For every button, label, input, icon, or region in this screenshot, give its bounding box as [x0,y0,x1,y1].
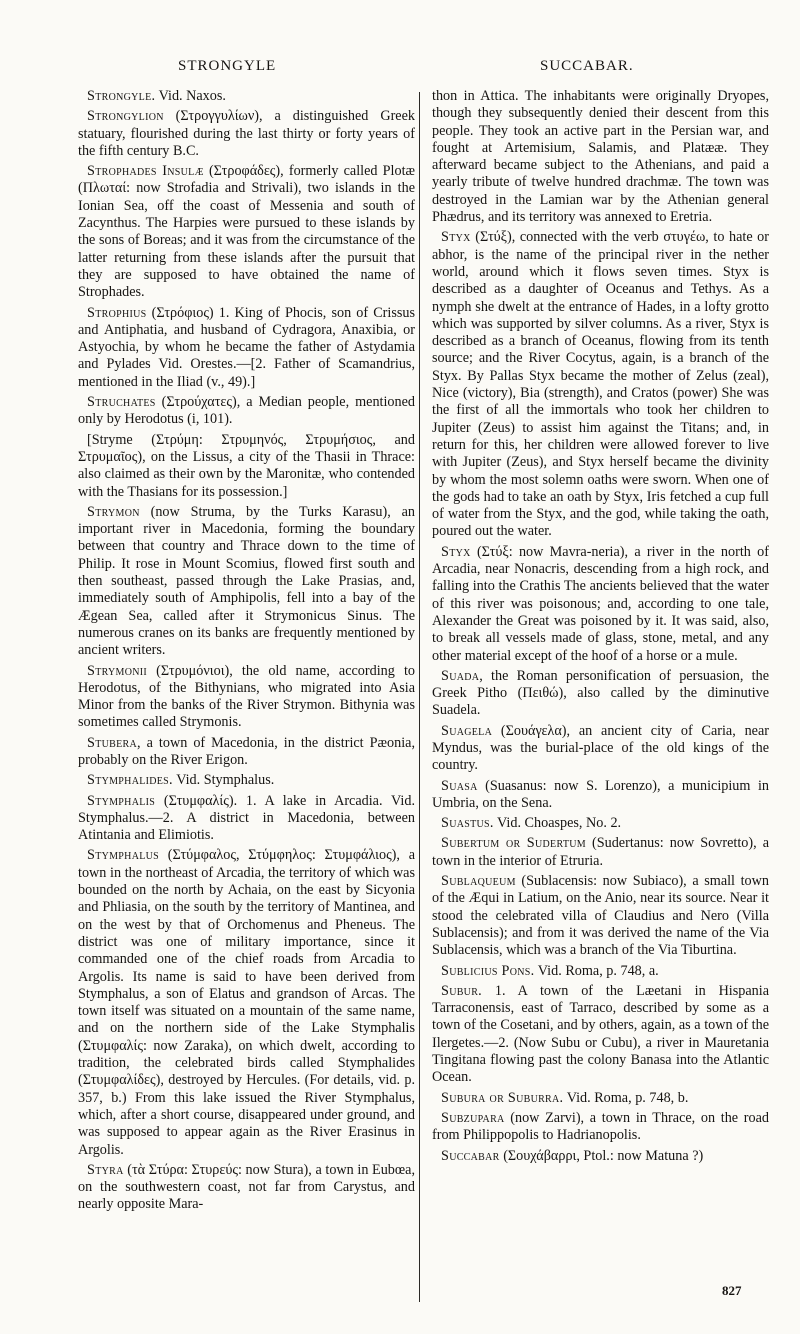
entry [432,983,769,1087]
entry [78,663,415,732]
entry [78,1162,415,1214]
entry-text: (Στρόφιος) 1. King of Phocis, son of Crissus and Antiphatia, and husband of Cydragora, Anaxibia, or Astyochia, by whom he became the father of Astydamia and Pylades Vid. Orestes.—[2. Father of Scamandrius, mentioned in the Iliad (v., 49).] [78,304,415,390]
entry-headword: Styx [441,543,471,560]
entry-headword: Strymonii [87,662,148,679]
entry-headword: Strophades Insulæ [87,163,204,180]
entry-headword: Strophius [87,304,147,321]
entry-headword: Suasa [441,777,478,794]
entry [78,432,415,501]
entry-headword: Subzupara [441,1109,505,1126]
column-divider [419,92,420,1302]
entry-text: (τὰ Στύρα: Στυρεύς: now Stura), a town in Eubœa, on the southwestern coast, not far from Carystus, and nearly opposite Mara- [78,1161,415,1213]
entry-headword: Subur. [441,982,483,999]
page-number: 827 [722,1283,742,1298]
entry [78,88,415,105]
entry-headword: Stubera [87,734,137,751]
entry-text: (Sudertanus: now Sovretto), a town in the interior of Etruria. [432,835,769,869]
entry [432,723,769,775]
entry [432,544,769,665]
entry [432,1090,769,1107]
entry-headword: Suastus. [441,815,494,832]
entry [432,1148,769,1165]
entry [78,847,415,1158]
entry-text: (Στροφάδες), formerly called Plotæ (Πλωταί: now Strofadia and Strivali), two islands in the Ionian Sea, off the coast of Messenia and south of Zacynthus. The Harpies were pursued to these islands by the sons of Boreas; and it was from the circumstance of the latter returning from these islands after the pursuit that they are supposed to have obtained the name of Strophades. [78,163,415,301]
entry-headword: Suagela [441,722,493,739]
entry-headword: Strongyle. [87,88,156,104]
running-head-left: STRONGYLE [178,58,277,74]
entry-headword: Styra [87,1161,124,1178]
entry-headword: Suada [441,667,480,684]
entry [432,1110,769,1145]
entry [78,772,415,789]
entry-headword: Sublicius Pons. [441,962,535,979]
entry-text: 1. A town of the Læetani in Hispania Tarraconensis, east of Tarraco, described by some as a town of the Cosetani, and by others, again, as a town of the Ilergetes.—2. (Now Subu or Cubu), a river in Mauretania Tingitana flowing past the colony Banasa into the Atlantic Ocean. [432,982,769,1086]
entry-text: (Στύξ), connected with the verb στυγέω, to hate or abhor, is the name of the principal river in the nether world, around which it flows seven times. Styx is described as a daughter of Oceanus and Tethys. As a nymph she dwelt at the entrance of Hades, in a lofty grotto which was supported by silver columns. As a river, Styx is described as a branch of Oceanus, flowing from its tenth source; and the River Cocytus, again, is a branch of the Styx. By Pallas Styx became the mother of Zelus (zeal), Nice (victory), Bia (strength), and Cratos (power) She was the first of all the immortals who took her children to Jupiter (Zeus) to assist him against the Titans; and, in return for this, her children were allowed forever to live with Jupiter (Zeus), and Styx herself became the divinity by whom the most solemn oaths were sworn. When one of the gods had to take an oath by Styx, Iris fetched a cup full of water from the Styx, and the god, while taking the oath, poured out the water. [432,229,769,540]
entry-text: (Στρυμόνιοι), the old name, according to Herodotus, of the Bithynians, who migrated into Asia Minor from the banks of the River Strymon. Bithynia was sometimes called Strymonis. [78,662,415,731]
entry [78,163,415,301]
entry-text: (Στυμφαλίς). 1. A lake in Arcadia. Vid. Stymphalus.—2. A district in Macedonia, between Atintania and Elimiotis. [78,792,415,844]
entry-headword: Stymphalus [87,847,160,864]
entry-headword: Styx [441,229,471,246]
entry-text: (Σουχάβαρρι, Ptol.: now Matuna ?) [499,1147,704,1164]
entry [432,778,769,813]
entry-text: [Stryme (Στρύμη: Στρυμηνός, Στρυμήσιος, and Στρυμαῖος), on the Lissus, a city of the Thasii in Thrace: also claimed as their own by the Maronitæ, who contended with the Thasians for its possession.] [78,431,415,500]
entry [432,815,769,832]
entry-text: (Στύμφαλος, Στύμφηλος: Στυμφάλιος), a town in the northeast of Arcadia, the territory of which was bounded on the north by Achaia, on the east by Sicyonia and Phliasia, on the south by the territory of Mantinea, and on the west by that of Orchomenus and Pheneus. The district was one of military importance, since it commanded one of the chief roads from Arcadia to Argolis. Its name is said to have been derived from Stymphalus, a son of Elatus and grandson of Arcas. The town itself was situated on a mountain of the same name, and on the northern side of the Lake Stymphalis (Στυμφαλίς: now Zaraka), on which dwelt, according to tradition, the celebrated birds called Stymphalides (Στυμφαλίδες), destroyed by Hercules. (For details, vid. p. 357, b.) From this lake issued the River Stymphalus, which, after a short course, disappeared under ground, and was supposed to appear again as the River Erasinus in Argolis. [78,847,415,1158]
entry-headword: Stymphalis [87,792,156,809]
entry-text: , a town of Macedonia, in the district Pæonia, probably on the River Erigon. [78,734,415,768]
entry-text: (Σουάγελα), an ancient city of Caria, near Myndus, was the burial-place of the old kings of the country. [432,722,769,774]
entry [78,108,415,160]
entry-text: (now Struma, by the Turks Karasu), an important river in Macedonia, forming the boundary between that country and Thrace down to the time of Philip. It rose in Mount Scomius, flowed first south and then southeast, passed through the Lake Prasias, and, immediately south of Amphipolis, fell into a bay of the Ægean Sea, called after it Strymonicus Sinus. The numerous cranes on its banks are frequently mentioned by ancient writers. [78,503,415,659]
entry-headword: Subertum or Sudertum [441,835,586,852]
entry-text: , the Roman personification of persuasion, the Greek Pitho (Πειθώ), also called by the diminutive Suadela. [432,667,769,719]
entry [78,793,415,845]
entry [432,88,769,226]
entry-headword: Strymon [87,503,140,520]
entry [432,229,769,540]
entry-headword: Stymphalides. [87,772,173,789]
entry-text: Vid. Stymphalus. [172,772,275,789]
entry-headword: Subura or Suburra. [441,1089,564,1106]
entry [432,963,769,980]
entry [78,735,415,770]
entry-text: Vid. Roma, p. 748, a. [534,962,659,979]
right-column [432,88,769,1168]
entry-text: (Suasanus: now S. Lorenzo), a municipium in Umbria, on the Sena. [432,777,769,811]
entry-text: (Στύξ: now Mavra-neria), a river in the north of Arcadia, near Nonacris, descending from a high rock, and falling into the Crathis The ancients believed that the water of this river was poisonous; and, according to one tale, Alexander the Great was poisoned by it. It was said, also, to break all vessels made of glass, stone, metal, and any other material except of the hoof of a horse or a mule. [432,543,769,664]
entry-headword: Sublaqueum [441,873,516,890]
entry-text: Vid. Choaspes, No. 2. [493,815,622,832]
entry-text: thon in Attica. The inhabitants were originally Dryopes, though they subsequently denied their descent from this people. They took an active part in the Persian war, and fought at Artemisium, Salamis, and Platææ. They afterward became subject to the Athenians, and paid a yearly tribute of twelve hundred drachmæ. The town was destroyed in the Lamian war by the Athenian general Phædrus, and its territory was annexed to Eretria. [432,88,769,226]
running-head-right: SUCCABAR. [540,58,634,74]
left-column [78,88,415,1217]
entry [432,835,769,870]
entry-headword: Strongylion [87,108,164,125]
entry-headword: Succabar [441,1147,500,1164]
entry [432,668,769,720]
entry [78,504,415,660]
entry-text: (now Zarvi), a town in Thrace, on the road from Philippopolis to Hadrianopolis. [432,1109,769,1144]
entry-text: (Στρούχατες), a Median people, mentioned only by Herodotus (i, 101). [78,394,415,428]
entry-text: (Στρογγυλίων), a distinguished Greek statuary, flourished during the last thirty or forty years of the fifth century B.C. [78,108,415,159]
entry [78,394,415,429]
entry [432,873,769,959]
entry-text: Vid. Naxos. [155,88,226,104]
entry-headword: Struchates [87,394,156,411]
entry [78,305,415,391]
entry-text: (Sublacensis: now Subiaco), a small town of the Æqui in Latium, on the Anio, near its source. Near it stood the celebrated villa of Claudius and Nero (Villa Sublacensis); and from it was derived the name of the Via Sublacensis, which was a branch of the Via Tiburtina. [432,873,769,959]
entry-text: Vid. Roma, p. 748, b. [563,1089,689,1106]
